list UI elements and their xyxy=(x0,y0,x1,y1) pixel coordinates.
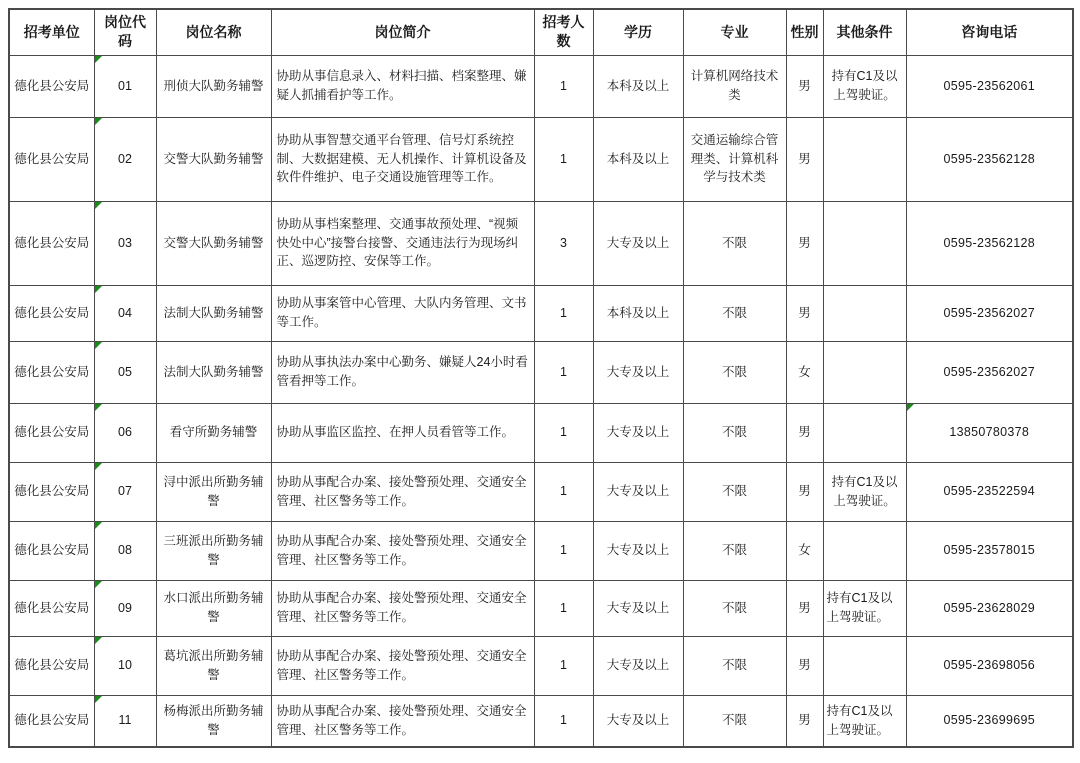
cell-gender xyxy=(786,636,823,695)
cell-other xyxy=(823,462,906,521)
cell-text: 女 xyxy=(798,543,811,558)
cell-text: 协助从事案管中心管理、大队内务管理、文书等工作。 xyxy=(276,296,527,329)
cell-code xyxy=(94,117,156,201)
cell-text: 持有C1及以上驾驶证。 xyxy=(826,704,893,737)
cell-name xyxy=(156,521,271,580)
cell-major xyxy=(683,341,786,403)
cell-text: 0595-23562027 xyxy=(943,305,1035,320)
cell-text: 协助从事执法办案中心勤务、嫌疑人24小时看管看押等工作。 xyxy=(276,355,528,388)
cell-edu xyxy=(593,580,683,636)
cell-count xyxy=(534,341,593,403)
cell-gender xyxy=(786,695,823,747)
cell-text: 不限 xyxy=(721,364,747,379)
cell-phone xyxy=(906,55,1073,117)
cell-text: 大专及以上 xyxy=(606,713,670,728)
cell-text: 德化县公安局 xyxy=(14,484,90,499)
cell-text: 男 xyxy=(798,484,811,499)
cell-desc xyxy=(271,403,534,462)
table-row xyxy=(9,636,1073,695)
cell-phone xyxy=(906,521,1073,580)
cell-text: 持有C1及以上驾驶证。 xyxy=(831,69,898,102)
cell-text: 本科及以上 xyxy=(606,305,670,320)
cell-major xyxy=(683,201,786,285)
cell-text: 协助从事配合办案、接处警预处理、交通安全管理、社区警务等工作。 xyxy=(276,591,527,624)
cell-text: 刑侦大队勤务辅警 xyxy=(163,78,264,93)
cell-text: 1 xyxy=(560,78,567,93)
cell-gender xyxy=(786,341,823,403)
cell-unit xyxy=(9,636,94,695)
cell-phone xyxy=(906,201,1073,285)
cell-name xyxy=(156,117,271,201)
cell-count xyxy=(534,201,593,285)
cell-text: 德化县公安局 xyxy=(14,78,90,93)
cell-count xyxy=(534,580,593,636)
cell-count xyxy=(534,117,593,201)
table-row xyxy=(9,521,1073,580)
cell-count xyxy=(534,521,593,580)
cell-text: 三班派出所勤务辅警 xyxy=(163,533,264,567)
cell-text: 法制大队勤务辅警 xyxy=(163,364,264,379)
cell-phone xyxy=(906,636,1073,695)
cell-text: 德化县公安局 xyxy=(14,151,90,166)
table-row xyxy=(9,201,1073,285)
cell-text: 协助从事配合办案、接处警预处理、交通安全管理、社区警务等工作。 xyxy=(276,474,527,508)
cell-text: 德化县公安局 xyxy=(14,364,90,379)
cell-gender xyxy=(786,117,823,201)
cell-major xyxy=(683,462,786,521)
cell-unit xyxy=(9,462,94,521)
cell-desc xyxy=(271,580,534,636)
cell-text: 德化县公安局 xyxy=(14,543,90,558)
header-row xyxy=(9,9,1073,55)
cell-text: 男 xyxy=(798,425,811,440)
cell-gender xyxy=(786,201,823,285)
recruitment-table xyxy=(8,8,1074,748)
cell-edu xyxy=(593,636,683,695)
cell-count xyxy=(534,285,593,341)
cell-phone xyxy=(906,403,1073,462)
cell-code xyxy=(94,285,156,341)
cell-name xyxy=(156,285,271,341)
cell-desc xyxy=(271,636,534,695)
cell-text: 德化县公安局 xyxy=(14,713,90,728)
cell-text: 女 xyxy=(798,364,811,379)
cell-text: 1 xyxy=(560,713,567,728)
cell-text: 法制大队勤务辅警 xyxy=(163,305,264,320)
table-row xyxy=(9,695,1073,747)
column-header-major: 专业 xyxy=(683,9,786,55)
cell-error-flag-icon xyxy=(95,56,102,63)
cell-text: 3 xyxy=(560,235,567,250)
cell-major xyxy=(683,695,786,747)
cell-text: 不限 xyxy=(721,658,747,673)
cell-error-flag-icon xyxy=(95,463,102,470)
cell-text: 杨梅派出所勤务辅警 xyxy=(163,704,264,737)
cell-text: 男 xyxy=(798,305,811,320)
cell-phone xyxy=(906,117,1073,201)
cell-text: 0595-23578015 xyxy=(943,543,1035,558)
cell-text: 0595-23562128 xyxy=(943,151,1035,166)
cell-error-flag-icon xyxy=(95,404,102,411)
table-row xyxy=(9,580,1073,636)
cell-text: 大专及以上 xyxy=(606,543,670,558)
cell-text: 1 xyxy=(560,305,567,320)
cell-text: 协助从事配合办案、接处警预处理、交通安全管理、社区警务等工作。 xyxy=(276,533,527,567)
cell-error-flag-icon xyxy=(95,581,102,588)
cell-text: 男 xyxy=(798,658,811,673)
cell-text: 0595-23562061 xyxy=(943,78,1035,93)
table-row xyxy=(9,285,1073,341)
cell-other xyxy=(823,580,906,636)
cell-major xyxy=(683,285,786,341)
column-header-desc: 岗位简介 xyxy=(271,9,534,55)
cell-other xyxy=(823,636,906,695)
column-header-name: 岗位名称 xyxy=(156,9,271,55)
cell-desc xyxy=(271,341,534,403)
cell-unit xyxy=(9,695,94,747)
cell-count xyxy=(534,695,593,747)
cell-edu xyxy=(593,285,683,341)
cell-text: 不限 xyxy=(721,543,747,558)
cell-error-flag-icon xyxy=(95,342,102,349)
cell-code xyxy=(94,580,156,636)
cell-text: 04 xyxy=(118,305,132,320)
cell-name xyxy=(156,201,271,285)
cell-desc xyxy=(271,462,534,521)
cell-gender xyxy=(786,580,823,636)
cell-code xyxy=(94,695,156,747)
cell-text: 0595-23562128 xyxy=(943,235,1035,250)
cell-major xyxy=(683,580,786,636)
cell-text: 持有C1及以上驾驶证。 xyxy=(831,474,898,508)
cell-text: 不限 xyxy=(721,235,747,250)
cell-unit xyxy=(9,201,94,285)
cell-name xyxy=(156,580,271,636)
cell-text: 协助从事智慧交通平台管理、信号灯系统控制、大数据建模、无人机操作、计算机设备及软件件维护、电子交通设施管理等工作。 xyxy=(276,132,527,185)
column-header-edu: 学历 xyxy=(593,9,683,55)
cell-name xyxy=(156,462,271,521)
cell-other xyxy=(823,403,906,462)
cell-text: 1 xyxy=(560,484,567,499)
cell-text: 计算机网络技术类 xyxy=(690,69,779,102)
cell-desc xyxy=(271,695,534,747)
cell-name xyxy=(156,695,271,747)
cell-count xyxy=(534,462,593,521)
cell-unit xyxy=(9,580,94,636)
cell-text: 协助从事配合办案、接处警预处理、交通安全管理、社区警务等工作。 xyxy=(276,648,527,682)
cell-phone xyxy=(906,695,1073,747)
cell-text: 0595-23522594 xyxy=(943,484,1035,499)
table-body xyxy=(9,55,1073,747)
cell-text: 德化县公安局 xyxy=(14,600,90,615)
cell-other xyxy=(823,201,906,285)
cell-error-flag-icon xyxy=(95,286,102,293)
cell-edu xyxy=(593,695,683,747)
cell-text: 不限 xyxy=(721,305,747,320)
cell-text: 德化县公安局 xyxy=(14,658,90,673)
cell-text: 1 xyxy=(560,543,567,558)
cell-text: 协助从事配合办案、接处警预处理、交通安全管理、社区警务等工作。 xyxy=(276,704,527,737)
cell-text: 大专及以上 xyxy=(606,425,670,440)
cell-other xyxy=(823,695,906,747)
column-header-count: 招考人数 xyxy=(534,9,593,55)
cell-code xyxy=(94,55,156,117)
cell-error-flag-icon xyxy=(95,202,102,209)
table-row xyxy=(9,403,1073,462)
cell-text: 葛坑派出所勤务辅警 xyxy=(163,648,264,682)
cell-text: 06 xyxy=(118,425,132,440)
cell-code xyxy=(94,201,156,285)
cell-error-flag-icon xyxy=(907,404,914,411)
cell-text: 男 xyxy=(798,600,811,615)
column-header-code: 岗位代码 xyxy=(94,9,156,55)
cell-error-flag-icon xyxy=(95,522,102,529)
cell-text: 协助从事信息录入、材料扫描、档案整理、嫌疑人抓捕看护等工作。 xyxy=(276,69,527,102)
cell-unit xyxy=(9,117,94,201)
cell-other xyxy=(823,117,906,201)
cell-gender xyxy=(786,462,823,521)
table-row xyxy=(9,462,1073,521)
cell-text: 男 xyxy=(798,713,811,728)
cell-count xyxy=(534,636,593,695)
cell-other xyxy=(823,285,906,341)
cell-phone xyxy=(906,285,1073,341)
column-header-gender: 性别 xyxy=(786,9,823,55)
cell-error-flag-icon xyxy=(95,696,102,703)
cell-count xyxy=(534,403,593,462)
cell-text: 交警大队勤务辅警 xyxy=(163,151,264,166)
cell-text: 不限 xyxy=(721,713,747,728)
cell-name xyxy=(156,636,271,695)
cell-edu xyxy=(593,341,683,403)
cell-edu xyxy=(593,201,683,285)
cell-text: 浔中派出所勤务辅警 xyxy=(163,474,264,508)
cell-phone xyxy=(906,341,1073,403)
cell-text: 08 xyxy=(118,543,132,558)
cell-text: 0595-23699695 xyxy=(943,713,1035,728)
cell-text: 协助从事档案整理、交通事故预处理、“视频快处中心”接警台接警、交通违法行为现场纠正、巡逻防控、安保等工作。 xyxy=(276,216,519,269)
cell-major xyxy=(683,117,786,201)
cell-desc xyxy=(271,285,534,341)
cell-unit xyxy=(9,285,94,341)
cell-text: 大专及以上 xyxy=(606,364,670,379)
cell-edu xyxy=(593,117,683,201)
cell-text: 不限 xyxy=(721,484,747,499)
cell-text: 水口派出所勤务辅警 xyxy=(163,591,264,624)
cell-code xyxy=(94,521,156,580)
cell-text: 07 xyxy=(118,484,132,499)
cell-unit xyxy=(9,403,94,462)
cell-error-flag-icon xyxy=(95,118,102,125)
cell-text: 本科及以上 xyxy=(606,78,670,93)
cell-major xyxy=(683,55,786,117)
cell-text: 03 xyxy=(118,235,132,250)
cell-text: 1 xyxy=(560,658,567,673)
cell-text: 10 xyxy=(118,658,132,673)
cell-text: 看守所勤务辅警 xyxy=(169,425,258,440)
cell-text: 05 xyxy=(118,364,132,379)
column-header-unit: 招考单位 xyxy=(9,9,94,55)
cell-text: 交通运输综合管理类、计算机科学与技术类 xyxy=(690,132,779,185)
cell-desc xyxy=(271,55,534,117)
cell-text: 男 xyxy=(798,235,811,250)
cell-code xyxy=(94,636,156,695)
cell-gender xyxy=(786,403,823,462)
cell-text: 0595-23698056 xyxy=(943,658,1035,673)
cell-name xyxy=(156,55,271,117)
cell-edu xyxy=(593,462,683,521)
cell-text: 11 xyxy=(118,713,132,728)
cell-text: 13850780378 xyxy=(949,425,1030,440)
cell-unit xyxy=(9,521,94,580)
cell-major xyxy=(683,636,786,695)
cell-edu xyxy=(593,521,683,580)
cell-text: 1 xyxy=(560,364,567,379)
cell-text: 不限 xyxy=(721,425,747,440)
cell-text: 男 xyxy=(798,151,811,166)
cell-phone xyxy=(906,580,1073,636)
cell-text: 02 xyxy=(118,151,132,166)
cell-gender xyxy=(786,285,823,341)
cell-phone xyxy=(906,462,1073,521)
cell-text: 交警大队勤务辅警 xyxy=(163,235,264,250)
table-row xyxy=(9,55,1073,117)
cell-unit xyxy=(9,55,94,117)
cell-gender xyxy=(786,55,823,117)
cell-code xyxy=(94,462,156,521)
cell-text: 大专及以上 xyxy=(606,658,670,673)
cell-edu xyxy=(593,55,683,117)
cell-text: 0595-23628029 xyxy=(943,600,1035,615)
column-header-other: 其他条件 xyxy=(823,9,906,55)
cell-gender xyxy=(786,521,823,580)
cell-text: 1 xyxy=(560,600,567,615)
column-header-phone: 咨询电话 xyxy=(906,9,1073,55)
cell-text: 大专及以上 xyxy=(606,235,670,250)
cell-text: 大专及以上 xyxy=(606,600,670,615)
cell-text: 0595-23562027 xyxy=(943,364,1035,379)
cell-other xyxy=(823,341,906,403)
cell-edu xyxy=(593,403,683,462)
cell-desc xyxy=(271,201,534,285)
cell-other xyxy=(823,521,906,580)
cell-name xyxy=(156,403,271,462)
cell-text: 男 xyxy=(798,78,811,93)
cell-text: 1 xyxy=(560,151,567,166)
cell-desc xyxy=(271,117,534,201)
cell-text: 大专及以上 xyxy=(606,484,670,499)
cell-code xyxy=(94,403,156,462)
cell-unit xyxy=(9,341,94,403)
cell-text: 协助从事监区监控、在押人员看管等工作。 xyxy=(276,425,515,440)
cell-count xyxy=(534,55,593,117)
cell-text: 德化县公安局 xyxy=(14,235,90,250)
cell-error-flag-icon xyxy=(95,637,102,644)
cell-text: 不限 xyxy=(721,600,747,615)
cell-major xyxy=(683,521,786,580)
cell-text: 01 xyxy=(118,78,132,93)
cell-desc xyxy=(271,521,534,580)
cell-major xyxy=(683,403,786,462)
cell-text: 09 xyxy=(118,600,132,615)
cell-text: 本科及以上 xyxy=(606,151,670,166)
cell-name xyxy=(156,341,271,403)
cell-text: 1 xyxy=(560,425,567,440)
table-row xyxy=(9,117,1073,201)
cell-other xyxy=(823,55,906,117)
cell-text: 德化县公安局 xyxy=(14,425,90,440)
cell-code xyxy=(94,341,156,403)
cell-text: 持有C1及以上驾驶证。 xyxy=(826,591,893,624)
table-row xyxy=(9,341,1073,403)
cell-text: 德化县公安局 xyxy=(14,305,90,320)
